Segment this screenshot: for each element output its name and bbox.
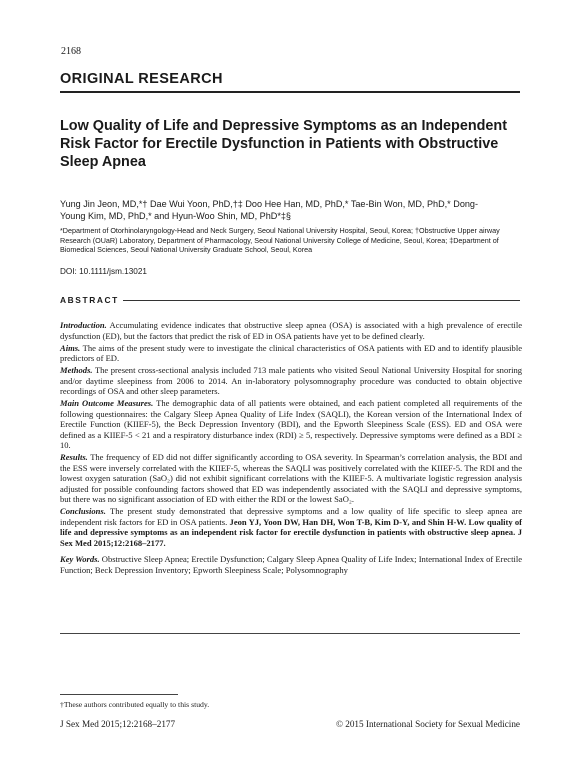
abstract-conclusions [60,506,522,548]
methods-label: Methods. [60,365,93,375]
abstract-label: ABSTRACT [60,295,123,305]
doi: DOI: 10.1111/jsm.13021 [60,267,147,276]
abstract-heading-rule [120,300,520,301]
abstract-results [60,452,522,505]
keywords-text: Obstructive Sleep Apnea; Erectile Dysfunction; Calgary Sleep Apnea Quality of Life Index; International Index of Erectile Function; Beck Depression Inventory; Epworth Sleepiness Scale; Polysomnography [60,554,522,575]
abstract-methods [60,365,522,397]
keywords-label: Key Words. [60,554,100,564]
methods-text: The present cross-sectional analysis included 713 male patients who visited Seoul National University Hospital for snoring and/or daytime sleepiness from 2006 to 2014. An in-laboratory polysomnography procedure was conducted to obtain objective recordings of OSA and other sleep parameters. [60,365,522,396]
footnote: †These authors contributed equally to this study. [60,700,210,709]
results-text: The frequency of ED did not differ significantly according to OSA severity. In Spearman’s correlation analysis, the BDI and the ESS were inversely correlated with the KIIEF-5, whereas the SAQLI was positively correlated with the KIIEF-5. The RDI and the lowest oxygen saturation (SaO₂) did not exhibit significant correlations with the KIIEF-5. A multivariate logistic regression analysis adjusted for possible confounding factors showed that ED was independently associated with the SAQLI and depressive symptoms, but there was no significant association of ED with either the RDI or the lowest SaO₂. [60,452,522,504]
abstract-body [60,320,522,577]
abstract-measures [60,398,522,451]
abstract-keywords [60,554,522,575]
aims-label: Aims. [60,342,81,353]
affiliations: *Department of Otorhinolaryngology-Head and Neck Surgery, Seoul National University Hospital, Seoul, Korea; †Obstructive Upper airway Research (OUaR) Laboratory, Department of Pharmacology, Seoul National University College of Medicine, Seoul, Korea; ‡Department of Biomedical Sciences, Seoul National University Graduate School, Seoul, Korea [60,226,500,255]
aims-text: The aims of the present study were to investigate the clinical characteristics of OSA patients with ED and to identify plausible predictors of ED. [60,342,522,363]
page-number: 2168 [61,46,81,57]
footnote-rule [60,694,178,695]
conclusions-text: The present study demonstrated that depressive symptoms and a low quality of life specific to sleep apnea are independent risk factors for ED in OSA patients. [60,506,522,527]
results-label: Results. [60,452,88,462]
article-title: Low Quality of Life and Depressive Symptoms as an Independent Risk Factor for Erectile Dysfunction in Patients with Obstructive Sleep Apnea [60,118,508,170]
measures-text: The demographic data of all patients were obtained, and each patient completed all requirements of the following questionnaires: the Calgary Sleep Apnea Quality of Life Index (SAQLI), the Korean version of the International Index of Erectile Function (KIIEF-5), the Beck Depression Inventory (BDI), and the Epworth Sleepiness Scale (ESS). ED and OSA were defined as a KIIEF-5 < 21 and a respiratory disturbance index (RDI) ≥ 5, respectively. Depressive symptoms were defined as a BDI ≥ 10. [60,398,523,450]
introduction-text: Accumulating evidence indicates that obstructive sleep apnea (OSA) is associated with a high prevalence of erectile dysfunction (ED), but the factors that predict the risk of ED in OSA patients have yet to be defined clearly. [60,320,522,341]
copyright: © 2015 International Society for Sexual Medicine [335,719,520,729]
header-rule [60,91,520,93]
abstract-end-rule [60,633,520,634]
abstract-heading [60,295,520,307]
author-list: Yung Jin Jeon, MD,*† Dae Wui Yoon, PhD,†‡ Doo Hee Han, MD, PhD,* Tae-Bin Won, MD, PhD,* Dong-Young Kim, MD, PhD,* and Hyun-Woo Shin, MD, PhD*‡§ [60,199,479,221]
journal-citation: J Sex Med 2015;12:2168–2177 [60,719,176,729]
section-label: ORIGINAL RESEARCH [60,71,223,87]
abstract-aims [60,343,522,364]
citation: Jeon YJ, Yoon DW, Han DH, Won T-B, Kim D-Y, and Shin H-W. Low quality of life and depressive symptoms as an independent risk factor for erectile dysfunction in patients with obstructive sleep apnea. J Sex Med 2015;12:2168–2177. [60,516,523,548]
introduction-label: Introduction. [60,320,107,330]
conclusions-label: Conclusions. [60,506,106,516]
abstract-introduction [60,320,522,341]
measures-label: Main Outcome Measures. [60,398,154,408]
